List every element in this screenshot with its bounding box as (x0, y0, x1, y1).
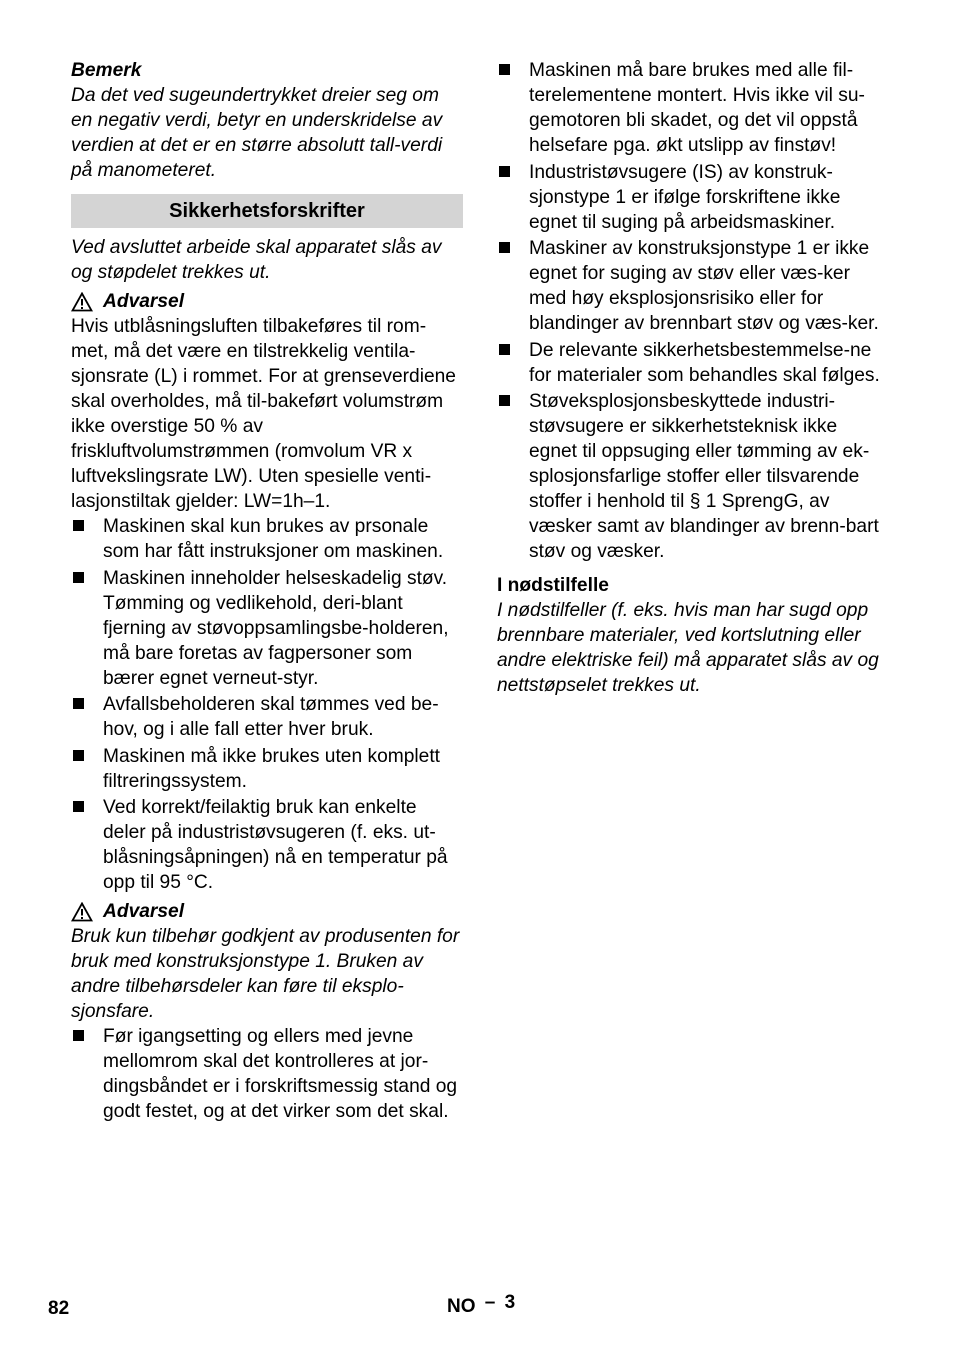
list-item (71, 795, 463, 895)
bullet-square-icon (499, 166, 510, 177)
footer-section-number: 3 (504, 1292, 516, 1313)
list-item (71, 566, 463, 691)
list-item (71, 692, 463, 742)
list-item-text: Industristøvsugere (IS) av konstruk-sjonstype 1 er ifølge forskriftene ikke egnet til suging på arbeidsmaskiner. (529, 161, 841, 233)
list-item-text: Støveksplosjonsbeskyttede industri-støvsugere er sikkerhetsteknisk ikke egnet til oppsuging eller tømming av ek-splosjonsfarlige stoffer eller tilsvarende stoffer i henhold til § 1 SprengG, av væsker samt av blandinger av brenn-bart støv og væsker. (529, 391, 879, 562)
bullet-square-icon (73, 698, 84, 709)
bullet-square-icon (73, 1030, 84, 1041)
list-item-text: Maskiner av konstruksjonstype 1 er ikke egnet for suging av støv eller væs-ker med høy eksplosjonsrisiko eller for blandinger av brennbart støv og væs-ker. (529, 238, 879, 334)
footer-dash: – (484, 1292, 496, 1313)
section-title: Sikkerhetsforskrifter (169, 200, 365, 222)
bullet-square-icon (499, 64, 510, 75)
warning-title-1: Advarsel (103, 291, 185, 312)
list-item (497, 389, 889, 564)
page-number: 82 (48, 1298, 70, 1319)
warning-text-1: Hvis utblåsningsluften tilbakeføres til rom-met, må det være en tilstrekkelig ventila-sjonsrate (L) i rommet. For at grenseverdiene skal overholdes, må til-bakeført volumstrøm ikke overstige 50 % av friskluftvolumstrømmen (romvolum VR x luftvekslingsrate LW). Uten spesielle venti-lasjonstiltak gjelder: LW=1h–1. (71, 316, 456, 512)
footer-section-label (447, 1292, 516, 1318)
bullet-square-icon (73, 520, 84, 531)
footer-lang: NO (447, 1296, 476, 1317)
warning-text-2: Bruk kun tilbehør godkjent av produsenten for bruk med konstruksjonstype 1. Bruken av andre tilbehørsdeler kan føre til eksplo-sjonsfare. (71, 926, 460, 1022)
list-item-text: Avfallsbeholderen skal tømmes ved be-hov, og i alle fall etter hver bruk. (103, 694, 439, 740)
bullet-square-icon (499, 395, 510, 406)
list-item-text: Maskinen må bare brukes med alle fil-terelementene montert. Hvis ikke vil su-gemotoren bli skadet, og det vil oppstå helsefare pga. økt utslipp av finstøv! (529, 60, 865, 156)
bullet-square-icon (73, 572, 84, 583)
list-item-text: Maskinen inneholder helseskadelig støv. Tømming og vedlikehold, deri-blant fjerning av støvoppsamlingsbe-holderen, må bare foretas av fagpersoner som bærer egnet verneut-styr. (103, 567, 449, 689)
list-item (71, 514, 463, 564)
warning-triangle-icon (71, 902, 95, 922)
list-item (497, 160, 889, 235)
list-item-text: Ved korrekt/feilaktig bruk kan enkelte deler på industristøvsugeren (f. eks. ut-blåsningsåpningen) nå en temperatur på opp til 95 °C. (103, 797, 448, 893)
list-item (497, 58, 889, 158)
bullet-square-icon (499, 242, 510, 253)
emergency-text: I nødstilfeller (f. eks. hvis man har sugd opp brennbare materialer, ved kortslutning eller andre elektriske feil) må apparatet slås av og nettstøpselet trekkes ut. (497, 600, 879, 696)
section-heading-bar (71, 194, 463, 228)
left-column (71, 58, 463, 1126)
note-text: Da det ved sugeundertrykket dreier seg om en negativ verdi, betyr en underskridelse av verdien at det er en større absolutt tall-verdi på manometeret. (71, 85, 443, 181)
bullet-list-2 (71, 1024, 463, 1124)
warning-title-2: Advarsel (103, 901, 185, 922)
list-item-text: Før igangsetting og ellers med jevne mellomrom skal det kontrolleres at jor-dingsbåndet er i forskriftsmessig stand og godt festet, og at det virker som det skal. (103, 1026, 458, 1122)
bullet-square-icon (499, 344, 510, 355)
list-item-text: De relevante sikkerhetsbestemmelse-ne for materialer som behandles skal følges. (529, 339, 880, 386)
list-item (497, 236, 889, 336)
bullet-square-icon (73, 750, 84, 761)
warning-heading-2 (71, 899, 463, 924)
note-title: Bemerk (71, 60, 142, 81)
list-item (497, 338, 889, 388)
section-intro: Ved avsluttet arbeide skal apparatet slås av og støpdelet trekkes ut. (71, 237, 442, 283)
list-item (71, 1024, 463, 1124)
bullet-list-1 (71, 514, 463, 895)
warning-heading-1 (71, 289, 463, 314)
bullet-list-3 (497, 58, 889, 564)
list-item-text: Maskinen skal kun brukes av prsonale som har fått instruksjoner om maskinen. (103, 516, 444, 562)
warning-triangle-icon (71, 292, 95, 312)
list-item (71, 744, 463, 794)
emergency-title: I nødstilfelle (497, 575, 609, 596)
list-item-text: Maskinen må ikke brukes uten komplett filtreringssystem. (103, 745, 440, 792)
right-column (497, 58, 889, 698)
bullet-square-icon (73, 801, 84, 812)
